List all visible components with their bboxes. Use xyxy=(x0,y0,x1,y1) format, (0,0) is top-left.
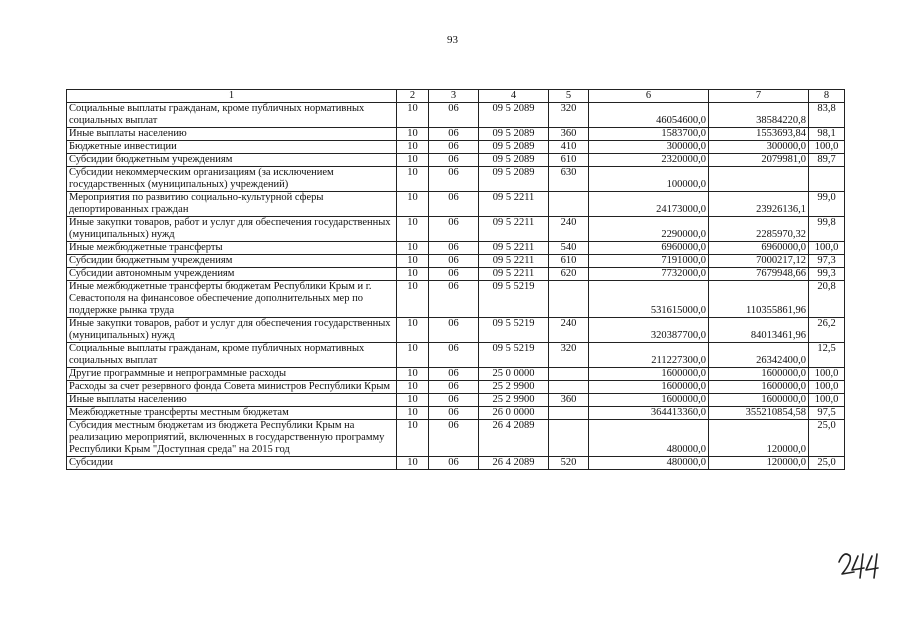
subsection-cell: 06 xyxy=(429,103,479,128)
expense-type-cell: 520 xyxy=(549,457,589,470)
planned-amount-cell: 211227300,0 xyxy=(589,343,709,368)
target-article-cell: 09 5 2089 xyxy=(479,128,549,141)
subsection-cell: 06 xyxy=(429,217,479,242)
planned-amount-cell: 300000,0 xyxy=(589,141,709,154)
executed-amount-cell: 120000,0 xyxy=(709,457,809,470)
subsection-cell: 06 xyxy=(429,318,479,343)
expense-type-cell: 240 xyxy=(549,217,589,242)
row-name-cell: Мероприятия по развитию социально-культурной сферы депортированных граждан xyxy=(67,192,397,217)
target-article-cell: 09 5 2089 xyxy=(479,167,549,192)
executed-amount-cell: 1600000,0 xyxy=(709,368,809,381)
percent-cell: 99,3 xyxy=(809,268,845,281)
table-row xyxy=(67,128,845,141)
subsection-cell: 06 xyxy=(429,242,479,255)
row-name-cell: Иные закупки товаров, работ и услуг для обеспечения государственных (муниципальных) нужд xyxy=(67,318,397,343)
expense-type-cell xyxy=(549,281,589,318)
section-cell: 10 xyxy=(397,255,429,268)
executed-amount-cell: 300000,0 xyxy=(709,141,809,154)
target-article-cell: 09 5 2089 xyxy=(479,154,549,167)
target-article-cell: 25 2 9900 xyxy=(479,394,549,407)
percent-cell: 97,3 xyxy=(809,255,845,268)
planned-amount-cell: 46054600,0 xyxy=(589,103,709,128)
percent-cell: 12,5 xyxy=(809,343,845,368)
row-name-cell: Другие программные и непрограммные расходы xyxy=(67,368,397,381)
budget-table xyxy=(66,89,845,470)
table-row xyxy=(67,217,845,242)
planned-amount-cell: 364413360,0 xyxy=(589,407,709,420)
target-article-cell: 09 5 2211 xyxy=(479,217,549,242)
percent-cell: 99,8 xyxy=(809,217,845,242)
expense-type-cell: 360 xyxy=(549,394,589,407)
table-header-row xyxy=(67,90,845,103)
table-row xyxy=(67,394,845,407)
target-article-cell: 09 5 2211 xyxy=(479,192,549,217)
executed-amount-cell: 7000217,12 xyxy=(709,255,809,268)
section-cell: 10 xyxy=(397,407,429,420)
target-article-cell: 09 5 2211 xyxy=(479,255,549,268)
subsection-cell: 06 xyxy=(429,281,479,318)
section-cell: 10 xyxy=(397,281,429,318)
subsection-cell: 06 xyxy=(429,394,479,407)
planned-amount-cell: 2320000,0 xyxy=(589,154,709,167)
percent-cell: 89,7 xyxy=(809,154,845,167)
table-row xyxy=(67,381,845,394)
section-cell: 10 xyxy=(397,192,429,217)
percent-cell: 100,0 xyxy=(809,381,845,394)
table-row xyxy=(67,420,845,457)
row-name-cell: Межбюджетные трансферты местным бюджетам xyxy=(67,407,397,420)
percent-cell: 25,0 xyxy=(809,420,845,457)
planned-amount-cell: 24173000,0 xyxy=(589,192,709,217)
target-article-cell: 09 5 2211 xyxy=(479,268,549,281)
target-article-cell: 09 5 5219 xyxy=(479,343,549,368)
expense-type-cell: 540 xyxy=(549,242,589,255)
executed-amount-cell: 1600000,0 xyxy=(709,394,809,407)
table-row xyxy=(67,457,845,470)
target-article-cell: 09 5 2089 xyxy=(479,103,549,128)
target-article-cell: 26 4 2089 xyxy=(479,420,549,457)
executed-amount-cell: 2285970,32 xyxy=(709,217,809,242)
subsection-cell: 06 xyxy=(429,192,479,217)
expense-type-cell: 410 xyxy=(549,141,589,154)
subsection-cell: 06 xyxy=(429,255,479,268)
percent-cell: 83,8 xyxy=(809,103,845,128)
expense-type-cell xyxy=(549,381,589,394)
header-cell: 2 xyxy=(397,90,429,103)
row-name-cell: Иные межбюджетные трансферты бюджетам Республики Крым и г. Севастополя на финансовое обеспечение дополнительных мер по поддержке рынка труда xyxy=(67,281,397,318)
planned-amount-cell: 7732000,0 xyxy=(589,268,709,281)
header-cell: 3 xyxy=(429,90,479,103)
section-cell: 10 xyxy=(397,141,429,154)
executed-amount-cell: 23926136,1 xyxy=(709,192,809,217)
target-article-cell: 25 0 0000 xyxy=(479,368,549,381)
page-number: 93 xyxy=(447,34,458,46)
planned-amount-cell: 531615000,0 xyxy=(589,281,709,318)
executed-amount-cell: 355210854,58 xyxy=(709,407,809,420)
section-cell: 10 xyxy=(397,154,429,167)
percent-cell: 99,0 xyxy=(809,192,845,217)
header-cell: 6 xyxy=(589,90,709,103)
percent-cell: 100,0 xyxy=(809,242,845,255)
planned-amount-cell: 1600000,0 xyxy=(589,394,709,407)
row-name-cell: Бюджетные инвестиции xyxy=(67,141,397,154)
table-row xyxy=(67,368,845,381)
expense-type-cell: 610 xyxy=(549,154,589,167)
percent-cell: 100,0 xyxy=(809,394,845,407)
planned-amount-cell: 480000,0 xyxy=(589,457,709,470)
subsection-cell: 06 xyxy=(429,368,479,381)
table-row xyxy=(67,407,845,420)
percent-cell: 25,0 xyxy=(809,457,845,470)
section-cell: 10 xyxy=(397,343,429,368)
planned-amount-cell: 1600000,0 xyxy=(589,381,709,394)
subsection-cell: 06 xyxy=(429,407,479,420)
row-name-cell: Субсидия местным бюджетам из бюджета Республики Крым на реализацию мероприятий, включенных в государственную программу Республики Крым "Доступная среда" на 2015 год xyxy=(67,420,397,457)
table-row xyxy=(67,103,845,128)
header-cell: 8 xyxy=(809,90,845,103)
row-name-cell: Иные выплаты населению xyxy=(67,394,397,407)
percent-cell xyxy=(809,167,845,192)
subsection-cell: 06 xyxy=(429,420,479,457)
expense-type-cell xyxy=(549,407,589,420)
expense-type-cell: 360 xyxy=(549,128,589,141)
table-row xyxy=(67,154,845,167)
subsection-cell: 06 xyxy=(429,268,479,281)
target-article-cell: 09 5 5219 xyxy=(479,281,549,318)
handwritten-page-number-signature xyxy=(836,548,886,580)
section-cell: 10 xyxy=(397,381,429,394)
expense-type-cell xyxy=(549,192,589,217)
planned-amount-cell: 320387700,0 xyxy=(589,318,709,343)
expense-type-cell: 320 xyxy=(549,343,589,368)
section-cell: 10 xyxy=(397,368,429,381)
target-article-cell: 26 0 0000 xyxy=(479,407,549,420)
subsection-cell: 06 xyxy=(429,457,479,470)
section-cell: 10 xyxy=(397,394,429,407)
subsection-cell: 06 xyxy=(429,343,479,368)
expense-type-cell xyxy=(549,420,589,457)
planned-amount-cell: 2290000,0 xyxy=(589,217,709,242)
table-row xyxy=(67,268,845,281)
executed-amount-cell: 84013461,96 xyxy=(709,318,809,343)
executed-amount-cell: 2079981,0 xyxy=(709,154,809,167)
percent-cell: 100,0 xyxy=(809,141,845,154)
executed-amount-cell: 1553693,84 xyxy=(709,128,809,141)
subsection-cell: 06 xyxy=(429,141,479,154)
row-name-cell: Субсидии бюджетным учреждениям xyxy=(67,154,397,167)
target-article-cell: 09 5 5219 xyxy=(479,318,549,343)
expense-type-cell xyxy=(549,368,589,381)
target-article-cell: 09 5 2089 xyxy=(479,141,549,154)
table-row xyxy=(67,141,845,154)
header-cell: 5 xyxy=(549,90,589,103)
planned-amount-cell: 6960000,0 xyxy=(589,242,709,255)
row-name-cell: Субсидии бюджетным учреждениям xyxy=(67,255,397,268)
header-cell: 7 xyxy=(709,90,809,103)
planned-amount-cell: 7191000,0 xyxy=(589,255,709,268)
row-name-cell: Субсидии автономным учреждениям xyxy=(67,268,397,281)
percent-cell: 100,0 xyxy=(809,368,845,381)
subsection-cell: 06 xyxy=(429,128,479,141)
table-row xyxy=(67,167,845,192)
executed-amount-cell: 7679948,66 xyxy=(709,268,809,281)
table-row xyxy=(67,281,845,318)
table-row xyxy=(67,343,845,368)
planned-amount-cell: 480000,0 xyxy=(589,420,709,457)
table-row xyxy=(67,242,845,255)
expense-type-cell: 610 xyxy=(549,255,589,268)
table-row xyxy=(67,255,845,268)
expense-type-cell: 620 xyxy=(549,268,589,281)
table-row xyxy=(67,192,845,217)
expense-type-cell: 630 xyxy=(549,167,589,192)
header-cell: 4 xyxy=(479,90,549,103)
section-cell: 10 xyxy=(397,167,429,192)
row-name-cell: Иные закупки товаров, работ и услуг для обеспечения государственных (муниципальных) нужд xyxy=(67,217,397,242)
header-cell: 1 xyxy=(67,90,397,103)
expense-type-cell: 240 xyxy=(549,318,589,343)
subsection-cell: 06 xyxy=(429,154,479,167)
executed-amount-cell: 38584220,8 xyxy=(709,103,809,128)
subsection-cell: 06 xyxy=(429,381,479,394)
table-row xyxy=(67,318,845,343)
row-name-cell: Иные межбюджетные трансферты xyxy=(67,242,397,255)
section-cell: 10 xyxy=(397,318,429,343)
executed-amount-cell xyxy=(709,167,809,192)
percent-cell: 20,8 xyxy=(809,281,845,318)
row-name-cell: Социальные выплаты гражданам, кроме публичных нормативных социальных выплат xyxy=(67,103,397,128)
section-cell: 10 xyxy=(397,103,429,128)
executed-amount-cell: 26342400,0 xyxy=(709,343,809,368)
row-name-cell: Субсидии некоммерческим организациям (за исключением государственных (муниципальных) учреждений) xyxy=(67,167,397,192)
executed-amount-cell: 1600000,0 xyxy=(709,381,809,394)
target-article-cell: 25 2 9900 xyxy=(479,381,549,394)
row-name-cell: Расходы за счет резервного фонда Совета министров Республики Крым xyxy=(67,381,397,394)
planned-amount-cell: 1583700,0 xyxy=(589,128,709,141)
planned-amount-cell: 100000,0 xyxy=(589,167,709,192)
target-article-cell: 09 5 2211 xyxy=(479,242,549,255)
expense-type-cell: 320 xyxy=(549,103,589,128)
row-name-cell: Субсидии xyxy=(67,457,397,470)
section-cell: 10 xyxy=(397,420,429,457)
percent-cell: 98,1 xyxy=(809,128,845,141)
executed-amount-cell: 120000,0 xyxy=(709,420,809,457)
percent-cell: 26,2 xyxy=(809,318,845,343)
section-cell: 10 xyxy=(397,128,429,141)
percent-cell: 97,5 xyxy=(809,407,845,420)
executed-amount-cell: 110355861,96 xyxy=(709,281,809,318)
row-name-cell: Социальные выплаты гражданам, кроме публичных нормативных социальных выплат xyxy=(67,343,397,368)
target-article-cell: 26 4 2089 xyxy=(479,457,549,470)
section-cell: 10 xyxy=(397,457,429,470)
section-cell: 10 xyxy=(397,268,429,281)
subsection-cell: 06 xyxy=(429,167,479,192)
section-cell: 10 xyxy=(397,217,429,242)
row-name-cell: Иные выплаты населению xyxy=(67,128,397,141)
section-cell: 10 xyxy=(397,242,429,255)
executed-amount-cell: 6960000,0 xyxy=(709,242,809,255)
planned-amount-cell: 1600000,0 xyxy=(589,368,709,381)
